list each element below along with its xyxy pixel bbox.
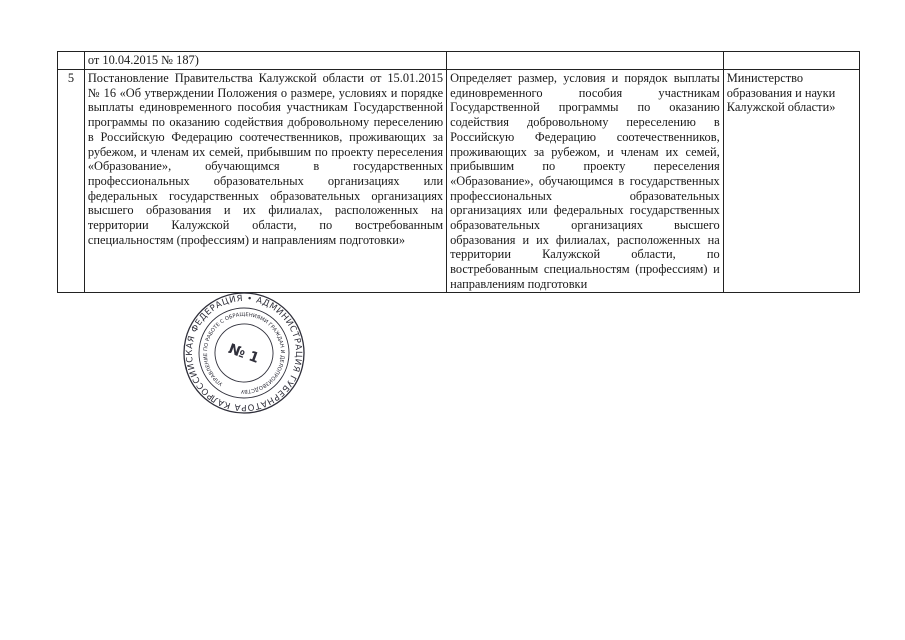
stamp-outer-text: РОССИЙСКАЯ ФЕДЕРАЦИЯ • АДМИНИСТРАЦИЯ ГУБЕРНАТОРА КАЛУЖСКОЙ bbox=[184, 293, 304, 413]
document-title-cell: от 10.04.2015 № 187) bbox=[84, 52, 446, 70]
stamp-inner-text: УПРАВЛЕНИЕ ПО РАБОТЕ С ОБРАЩЕНИЯМИ ГРАЖДАН И ДЕЛОПРОИЗВОДСТВУ bbox=[202, 311, 286, 395]
document-table bbox=[57, 51, 860, 293]
row-number-cell: 5 bbox=[58, 70, 85, 293]
document-title-cell: Постановление Правительства Калужской области от 15.01.2015 № 16 «Об утверждении Положения о размере, условиях и порядке выплаты единовременного пособия участникам Государственной программы по оказанию содействия добровольному переселению в Российскую Федерацию соотечественников, проживающих за рубежом, и членам их семей, прибывшим по проекту переселения «Образование», обучающимся в государственных профессиональных образовательных организациях или федеральных государственных образовательных организациях высшего образования и их филиалах, расположенных на территории Калужской области, по востребованным специальностям (профессиям) и направлениям подготовки» bbox=[84, 70, 446, 293]
row-number-cell bbox=[58, 52, 85, 70]
description-cell bbox=[447, 52, 724, 70]
stamp-center-number: № 1 bbox=[226, 341, 262, 367]
organization-cell bbox=[723, 52, 859, 70]
description-cell: Определяет размер, условия и порядок выплаты единовременного пособия участникам Государственной программы по оказанию содействия добровольному переселению в Российскую Федерацию соотечественников, проживающих за рубежом, и членам их семей, прибывшим по проекту переселения «Образование», обучающимся в государственных профессиональных образовательных организациях или федеральных государственных образовательных организациях высшего образования и их филиалах, расположенных на территории Калужской области, по востребованным специальностям (профессиям) и направлениям подготовки bbox=[447, 70, 724, 293]
official-seal-stamp bbox=[182, 291, 306, 415]
organization-cell: Министерство образования и науки Калужской области» bbox=[723, 70, 859, 293]
table-row bbox=[58, 70, 860, 293]
table-row-continuation bbox=[58, 52, 860, 70]
